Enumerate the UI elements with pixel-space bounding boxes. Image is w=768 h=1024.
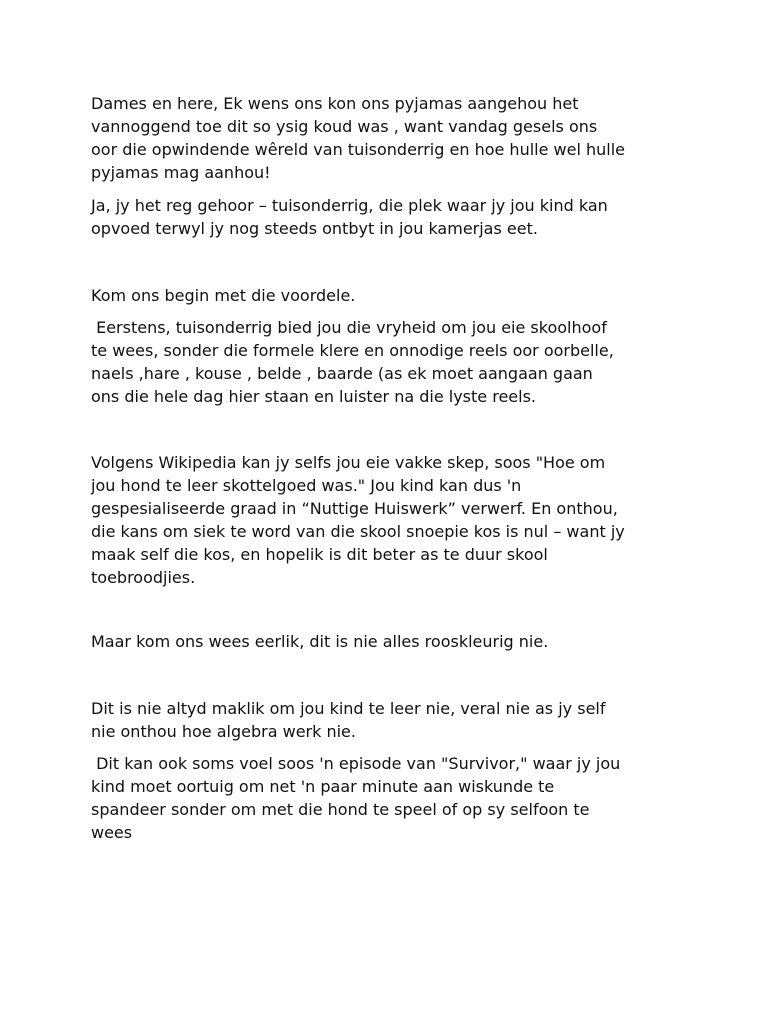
paragraph-advantages-intro: Kom ons begin met die voordele. xyxy=(91,286,356,305)
paragraph-wikipedia: Volgens Wikipedia kan jy selfs jou eie vakke skep, soos "Hoe om jou hond te leer skottelgoed was." Jou kind kan dus 'n gespesialiseerde graad in “Nuttige Huiswerk” verwerf. En onthou, die kans om siek te word van die skool snoepie kos is nul – want jy maak self die kos, en hopelik is dit beter as te duur skool toebroodjies. xyxy=(91,453,625,587)
paragraph-intro: Dames en here, Ek wens ons kon ons pyjamas aangehou het vannoggend toe dit so ysig koud was , want vandag gesels ons oor die opwindende wêreld van tuisonderrig en hoe hulle wel hulle pyjamas mag aanhou! xyxy=(91,94,625,182)
paragraph-survivor: Dit kan ook soms voel soos 'n episode van "Survivor," waar jy jou kind moet oortuig om net 'n paar minute aan wiskunde te spandeer sonder om met die hond te speel of op sy selfoon te wees xyxy=(91,754,621,842)
paragraph-honesty: Maar kom ons wees eerlik, dit is nie alles rooskleurig nie. xyxy=(91,632,549,651)
paragraph-heard-right: Ja, jy het reg gehoor – tuisonderrig, die plek waar jy jou kind kan opvoed terwyl jy nog steeds ontbyt in jou kamerjas eet. xyxy=(91,196,608,238)
paragraph-algebra: Dit is nie altyd maklik om jou kind te leer nie, veral nie as jy self nie onthou hoe algebra werk nie. xyxy=(91,699,606,741)
paragraph-first-advantage: Eerstens, tuisonderrig bied jou die vryheid om jou eie skoolhoof te wees, sonder die formele klere en onnodige reels oor oorbelle, naels ,hare , kouse , belde , baarde (as ek moet aangaan gaan ons die hele dag hier staan en luister na die lyste reels. xyxy=(91,318,614,406)
